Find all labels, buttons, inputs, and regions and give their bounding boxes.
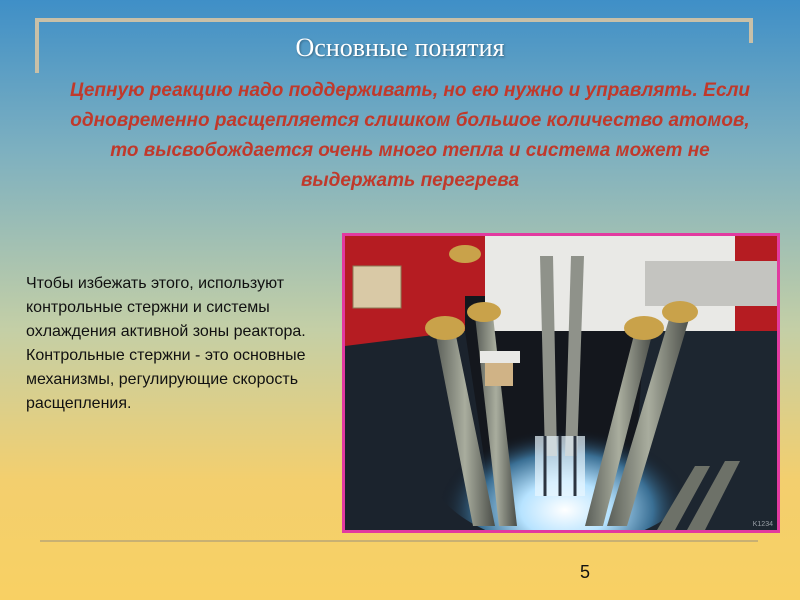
slide-title: Основные понятия xyxy=(295,33,505,62)
lead-paragraph: Цепную реакцию надо поддерживать, но ею нужно и управлять. Если одновременно расщепляется слишком большое количество атомов, то высвобождается очень много тепла и система может не выдержать перегрева xyxy=(70,80,750,191)
body-paragraph: Чтобы избежать этого, используют контрольные стержни и системы охлаждения активной зоны реактора. Контрольные стержни - это основные механизмы, регулирующие скорость расщепления. xyxy=(26,275,306,412)
frame-top-line xyxy=(35,18,753,22)
reactor-illustration xyxy=(345,236,777,530)
bottom-divider xyxy=(40,540,758,542)
photo-watermark: K1234 xyxy=(752,521,773,528)
reactor-photo xyxy=(342,233,780,533)
page-number: 5 xyxy=(580,562,591,582)
